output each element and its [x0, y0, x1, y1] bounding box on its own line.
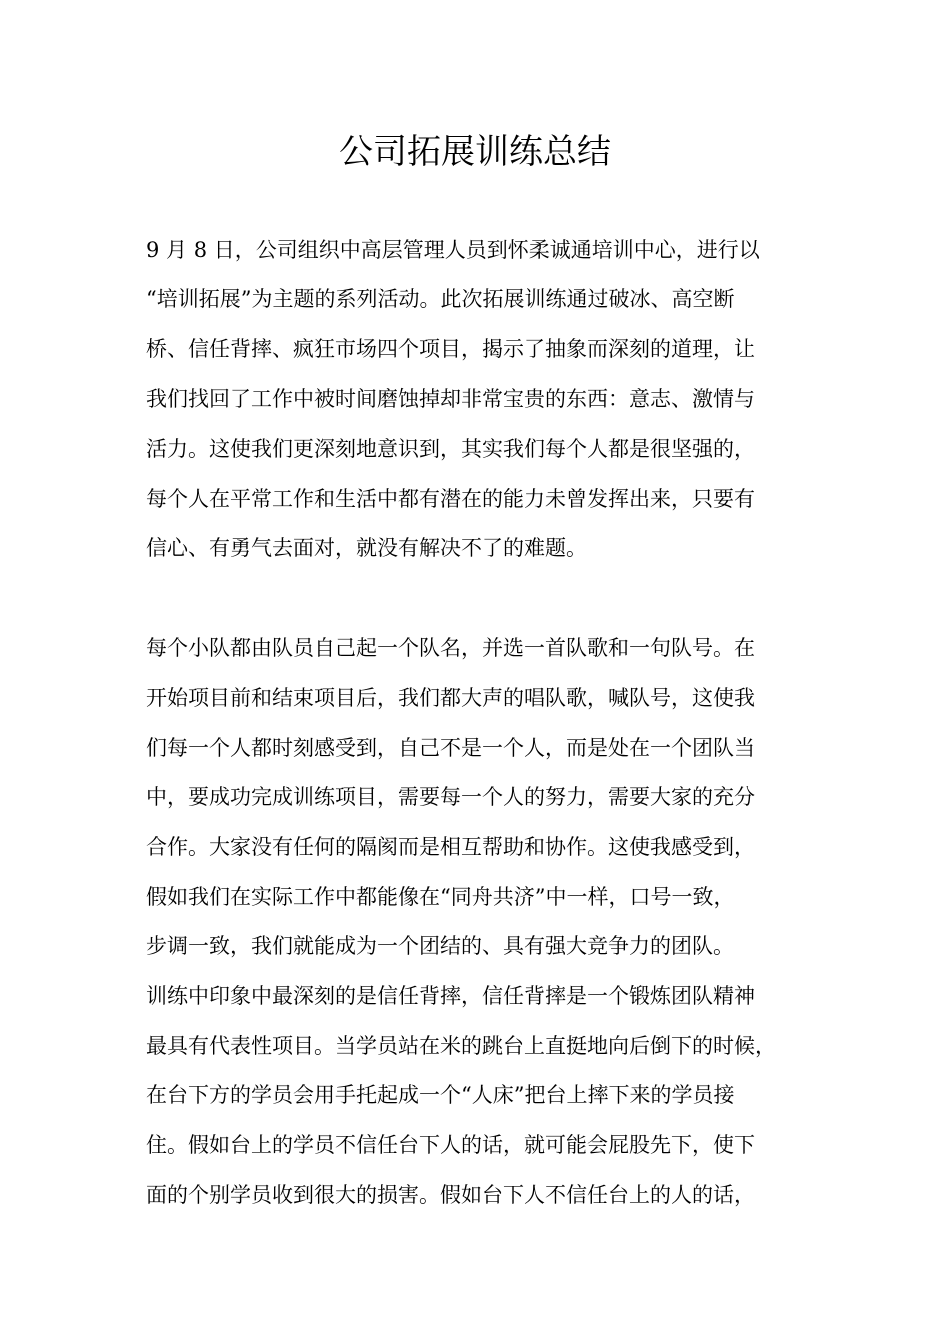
body-line: 开始项目前和结束项目后，我们都大声的唱队歌，喊队号，这使我 — [146, 686, 755, 710]
body-line: 住。假如台上的学员不信任台下人的话，就可能会屁股先下，使下 — [146, 1133, 755, 1157]
body-line: 步调一致，我们就能成为一个团结的、具有强大竞争力的团队。 — [146, 934, 734, 958]
body-line: 们每一个人都时刻感受到，自己不是一个人，而是处在一个团队当 — [146, 736, 755, 760]
body-line: 在台下方的学员会用手托起成一个“人床”把台上摔下来的学员接 — [146, 1083, 735, 1107]
body-line: 桥、信任背摔、疯狂市场四个项目，揭示了抽象而深刻的道理，让 — [146, 337, 755, 361]
body-line: 合作。大家没有任何的隔阂而是相互帮助和协作。这使我感受到， — [146, 835, 755, 859]
body-line: 9 月 8 日，公司组织中高层管理人员到怀柔诚通培训中心，进行以 — [146, 238, 760, 262]
body-line: 假如我们在实际工作中都能像在“同舟共济”中一样，口号一致， — [146, 885, 735, 909]
body-line: 训练中印象中最深刻的是信任背摔，信任背摔是一个锻炼团队精神 — [146, 984, 755, 1008]
body-line: 中，要成功完成训练项目，需要每一个人的努力，需要大家的充分 — [146, 785, 755, 809]
body-line: 每个小队都由队员自己起一个队名，并选一首队歌和一句队号。在 — [146, 636, 755, 660]
body-line: 信心、有勇气去面对，就没有解决不了的难题。 — [146, 536, 587, 560]
document-title: 公司拓展训练总结 — [339, 132, 611, 172]
body-line: 每个人在平常工作和生活中都有潜在的能力未曾发挥出来，只要有 — [146, 487, 755, 511]
body-line: 面的个别学员收到很大的损害。假如台下人不信任台上的人的话， — [146, 1183, 755, 1207]
body-line: 最具有代表性项目。当学员站在米的跳台上直挺地向后倒下的时候， — [146, 1034, 776, 1058]
body-line: 我们找回了工作中被时间磨蚀掉却非常宝贵的东西：意志、激情与 — [146, 387, 755, 411]
body-line: “培训拓展”为主题的系列活动。此次拓展训练通过破冰、高空断 — [146, 287, 735, 311]
body-line: 活力。这使我们更深刻地意识到，其实我们每个人都是很坚强的， — [146, 437, 755, 461]
